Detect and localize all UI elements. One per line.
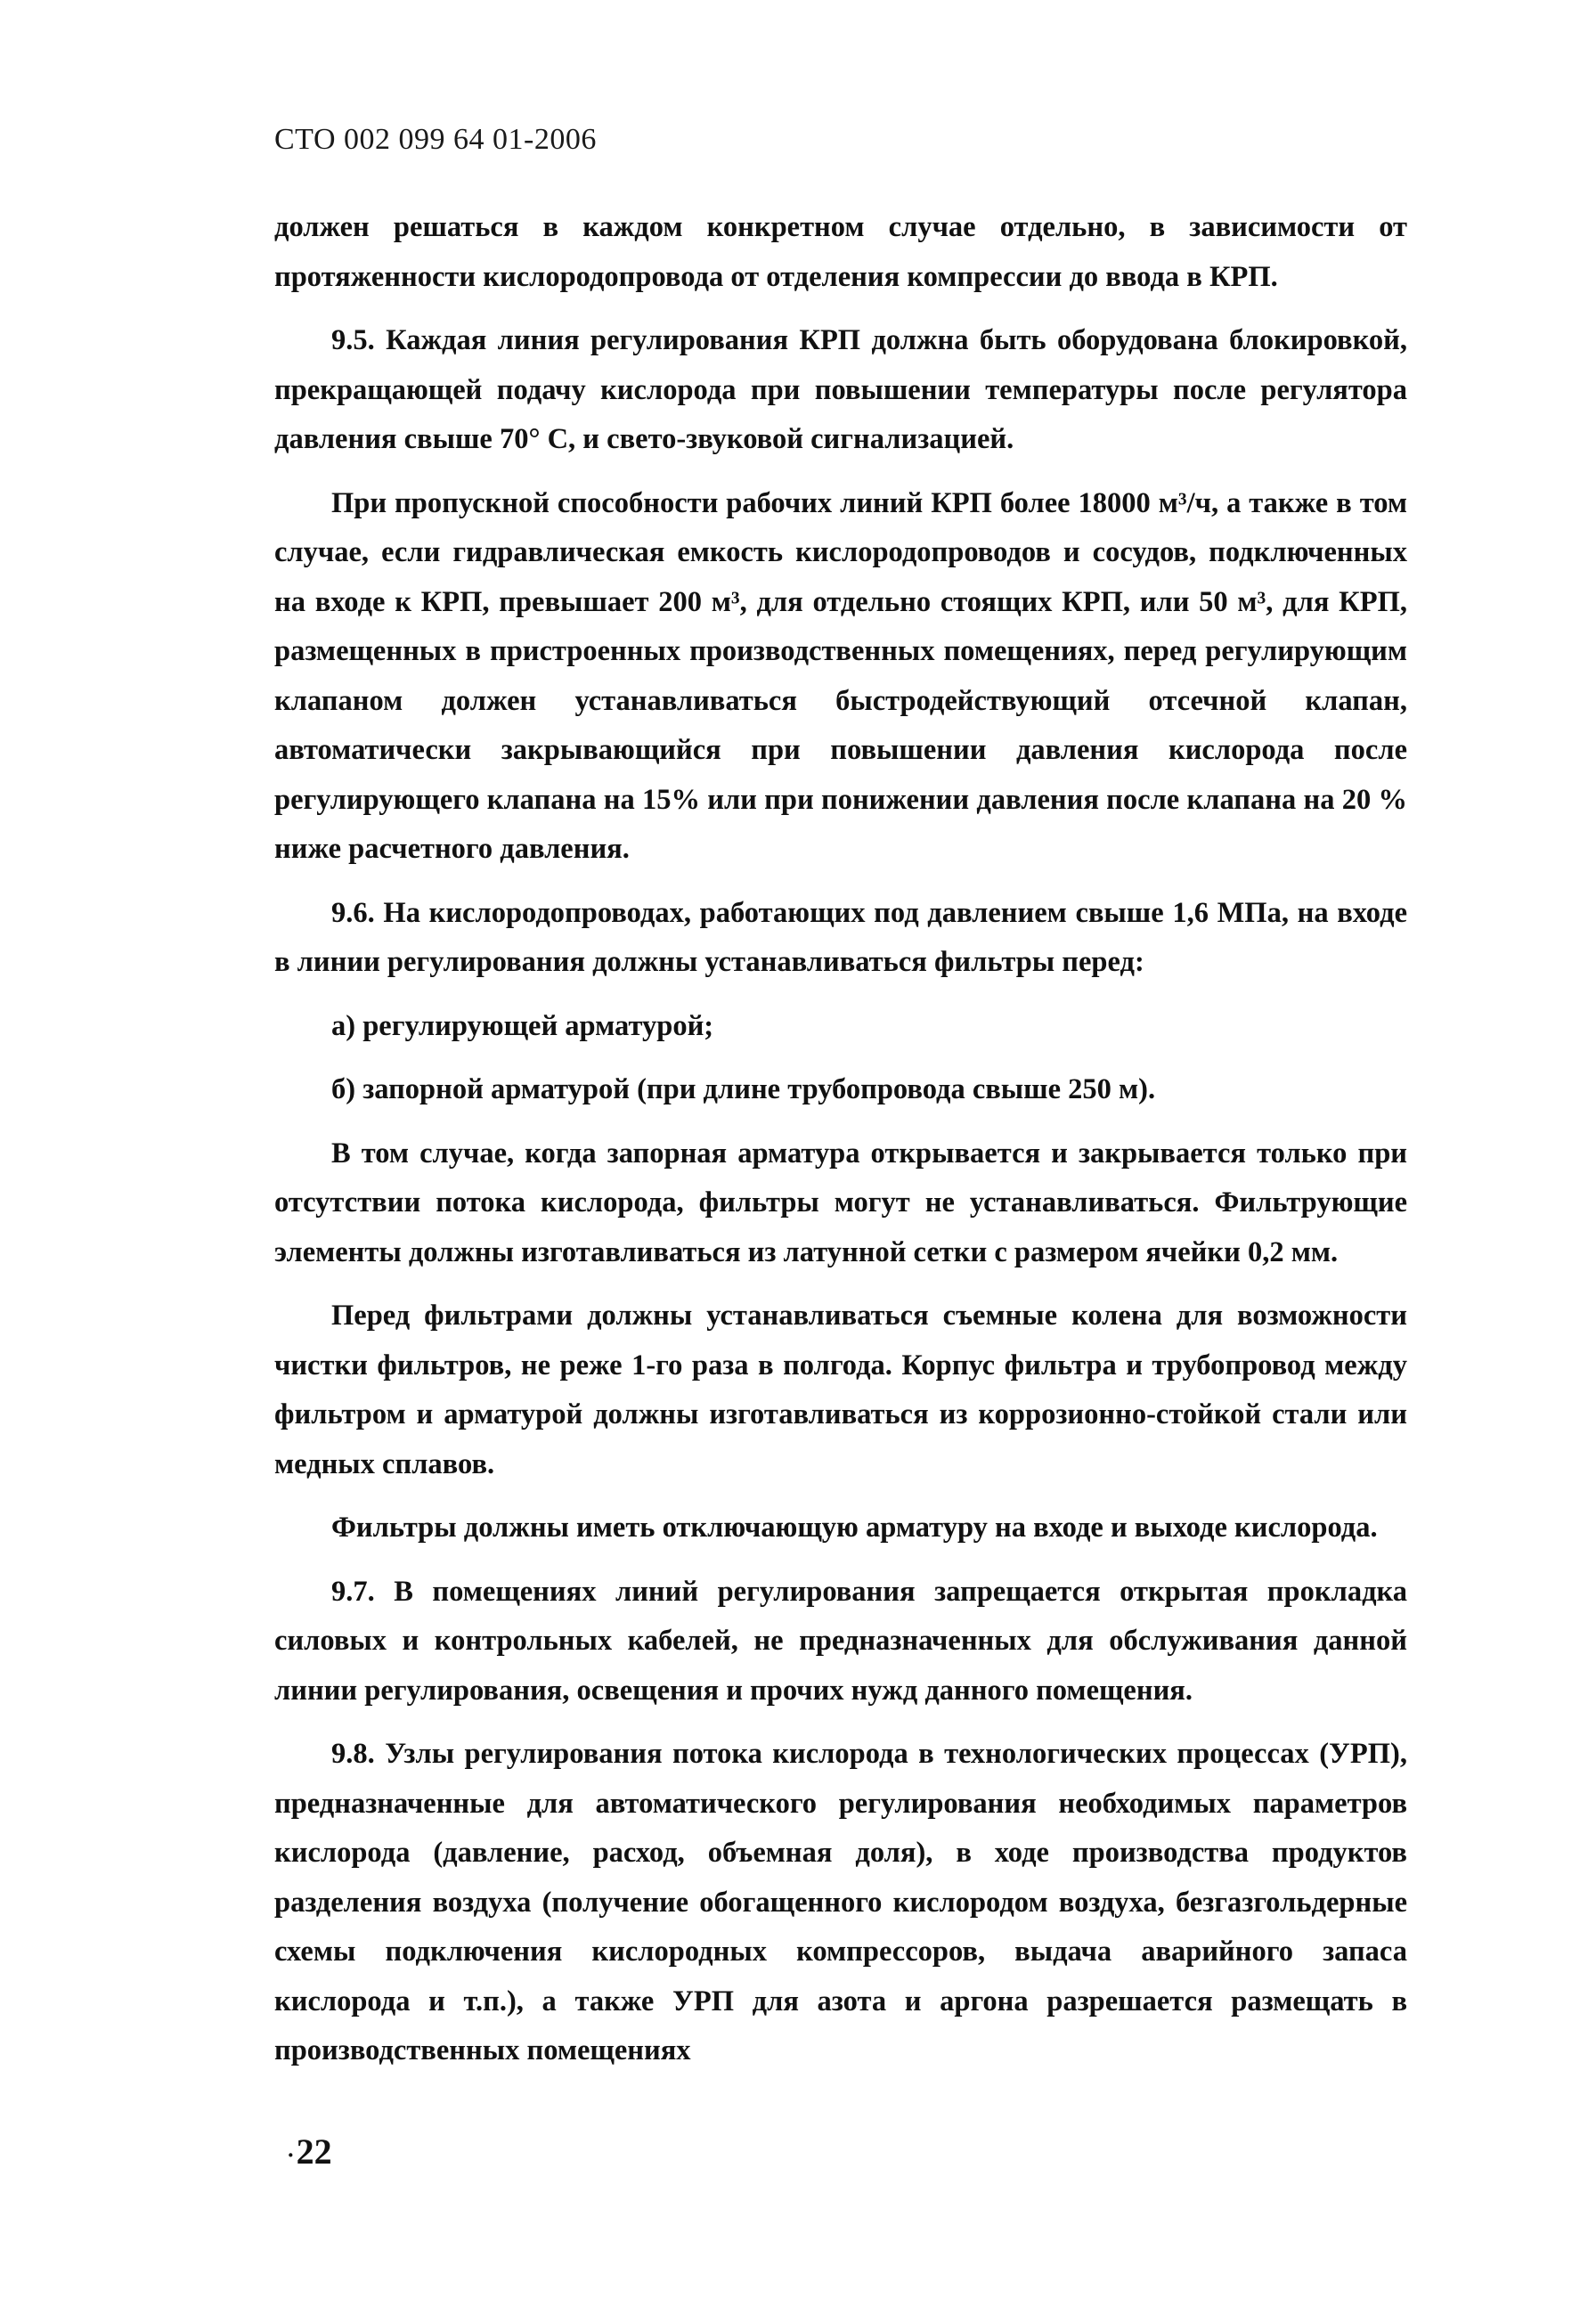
paragraph-filters-shutoff: Фильтры должны иметь отключающую арматуру на входе и выходе кислорода. xyxy=(331,1512,1378,1544)
paragraph-filters-bends: Перед фильтрами должны устанавливаться съемные колена для возможности чистки фильтров, не реже 1-го раза в полгода. Корпус фильтра и трубопровод между фильтром и арматурой должны изготавливаться из коррозионно-стойкой стали или медных сплавов. xyxy=(274,1300,1407,1480)
paragraph-9-8: 9.8. Узлы регулирования потока кислорода в технологических процессах (УРП), предназначенные для автоматического регулирования необходимых параметров кислорода (давление, расход, объемная доля), в ходе производства продуктов разделения воздуха (получение обогащенного кислородом воздуха, безгазгольдерные схемы подключения кислородных компрессоров, выдача аварийного запаса кислорода и т.п.), а также УРП для азота и аргона разрешается размещать в производственных помещениях xyxy=(274,1738,1407,2066)
page-number-mark: · xyxy=(287,2141,295,2168)
paragraph-9-5: 9.5. Каждая линия регулирования КРП должна быть оборудована блокировкой, прекращающей подачу кислорода при повышении температуры после регулятора давления свыше 70° С, и свето-звуковой сигнализацией. xyxy=(274,324,1407,455)
paragraph-capacity: При пропускной способности рабочих линий КРП более 18000 м³/ч, а также в том случае, если гидравлическая емкость кислородопроводов и сосудов, подключенных на входе к КРП, превышает 200 м³, для отдельно стоящих КРП, или 50 м³, для КРП, размещенных в пристроенных производственных помещениях, перед регулирующим клапаном должен устанавливаться быстродействующий отсечной клапан, автоматически закрывающийся при повышении давления кислорода после регулирующего клапана на 15% или при понижении давления после клапана на 20 % ниже расчетного давления. xyxy=(274,486,1407,865)
page-number-value: 22 xyxy=(296,2131,332,2172)
list-item-b: б) запорной арматурой (при длине трубопровода свыше 250 м). xyxy=(331,1073,1156,1105)
list-item-a: а) регулирующей арматурой; xyxy=(331,1009,714,1042)
paragraph-no-flow: В том случае, когда запорная арматура открывается и закрывается только при отсутствии потока кислорода, фильтры могут не устанавливаться. Фильтрующие элементы должны изготавливаться из латунной сетки с размером ячейки 0,2 мм. xyxy=(274,1137,1407,1268)
paragraph-9-7: 9.7. В помещениях линий регулирования запрещается открытая прокладка силовых и контрольных кабелей, не предназначенных для обслуживания данной линии регулирования, освещения и прочих нужд данного помещения. xyxy=(274,1575,1407,1707)
paragraph-continuation: должен решаться в каждом конкретном случае отдельно, в зависимости от протяженности кислородопровода от отделения компрессии до ввода в КРП. xyxy=(274,211,1407,293)
page-number xyxy=(287,2131,332,2172)
paragraph-9-6: 9.6. На кислородопроводах, работающих под давлением свыше 1,6 МПа, на входе в линии регулирования должны устанавливаться фильтры перед: xyxy=(274,896,1407,978)
document-body xyxy=(274,203,1407,2076)
document-code-header: СТО 002 099 64 01-2006 xyxy=(274,123,597,156)
